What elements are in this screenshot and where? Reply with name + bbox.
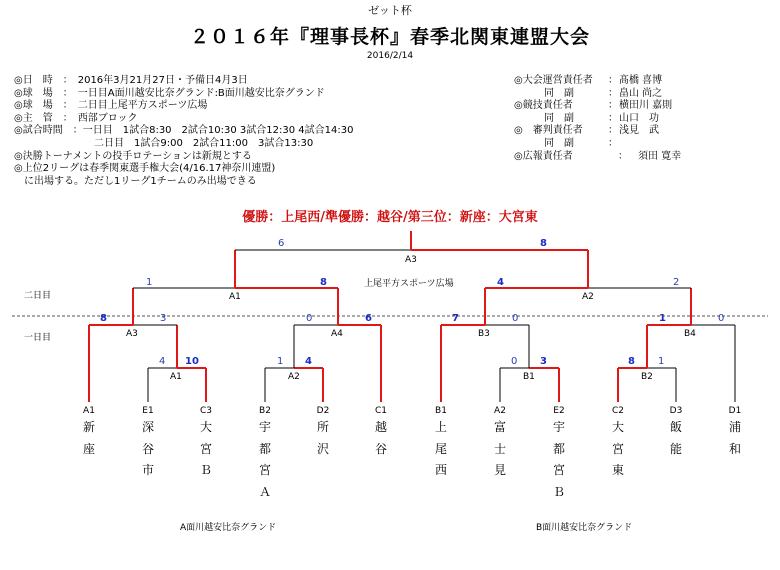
match-label: A1	[170, 372, 182, 382]
team-code: E2	[553, 406, 565, 416]
team-slot	[133, 406, 163, 482]
team-name-char: 浦	[728, 420, 741, 434]
staff-row: ◎競技責任者 ： 横田川 嘉則	[514, 100, 673, 112]
team-slot	[485, 406, 515, 482]
team-slot	[544, 406, 574, 503]
team-name-char: 能	[669, 441, 682, 456]
team-name-char: Ｂ	[199, 463, 212, 477]
info-line: ◎決勝トーナメントの投手ロテーションは新規とする	[14, 150, 252, 162]
score: 6	[365, 313, 372, 324]
team-slot	[661, 406, 691, 460]
staff-row: ◎大会運営責任者 ： 髙橋 喜博	[514, 75, 663, 86]
team-name-char: 西	[434, 463, 447, 477]
match-label: B4	[684, 329, 696, 339]
score: 1	[146, 277, 153, 288]
team-name-char: 宇	[552, 420, 565, 434]
team-name-char: 都	[258, 441, 271, 456]
score: 8	[100, 313, 107, 324]
venue-day2: 上尾平方スポーツ広場	[364, 279, 454, 289]
team-code: A2	[494, 406, 506, 416]
team-name-char: 宮	[552, 463, 565, 477]
final-result: 優勝：上尾西/準優勝：越谷/第三位：新座：大宮東	[242, 210, 538, 225]
match-label: A2	[288, 372, 300, 382]
tournament-title: ２０１６年『理事長杯』春季北関東連盟大会	[189, 26, 590, 48]
team-name-char: 深	[141, 420, 154, 434]
score: 1	[277, 356, 284, 367]
score: 1	[658, 356, 665, 367]
sponsor-cup: ゼット杯	[368, 4, 412, 17]
score: 8	[320, 277, 327, 288]
staff-row: 同 副 ： 山口 功	[514, 112, 659, 124]
team-name-char: 飯	[669, 420, 682, 434]
team-name-char: 宮	[199, 441, 212, 456]
info-line: ◎日 時 ： 2016年3月21月27日・予備日4月3日	[14, 75, 248, 86]
team-name-char: 東	[611, 463, 624, 477]
team-code: D2	[316, 406, 330, 416]
team-name-char: 上	[434, 420, 447, 434]
team-name-char: 市	[141, 463, 154, 477]
team-name-char: 沢	[316, 441, 329, 456]
match-label: A3	[405, 255, 417, 265]
staff-row: ◎広報責任者 ： 須田 寛幸	[514, 150, 682, 162]
score: 7	[452, 313, 459, 324]
team-name-char: 谷	[141, 441, 154, 456]
score: 3	[540, 356, 547, 367]
score: 0	[306, 313, 313, 324]
day1-label: 一日目	[24, 333, 52, 343]
team-name-char: 士	[493, 441, 506, 456]
info-line: ◎主 管 ： 西部ブロック	[14, 112, 138, 124]
team-name-char: 谷	[374, 441, 387, 456]
staff-row: 同 副 ： 畠山 尚之	[514, 87, 663, 99]
match-label: B3	[478, 329, 490, 339]
info-line: ◎球 場 ： 二日目上尾平方スポーツ広場	[14, 100, 208, 112]
info-line: ◎上位2リーグは春季関東選手権大会(4/16.17神奈川連盟)	[14, 163, 276, 175]
team-name-char: 大	[611, 420, 624, 434]
ground-b-label: B面川越安比奈グランド	[536, 523, 633, 533]
team-slot	[366, 406, 396, 460]
score: 1	[659, 313, 666, 324]
match-label: A1	[229, 292, 241, 302]
info-line: ◎球 場 ： 一日目A面川越安比奈グランド:B面川越安比奈グランド	[14, 87, 325, 99]
team-name-char: 尾	[434, 441, 447, 456]
team-name-char: 見	[493, 463, 506, 477]
document-date: 2016/2/14	[366, 51, 414, 61]
team-code: C2	[611, 406, 624, 416]
info-line: ◎試合時間 ：一日目 1試合8:30 2試合10:30 3試合12:30 4試合14:30	[14, 125, 354, 137]
team-name-char: Ｂ	[552, 484, 565, 499]
match-label: B1	[523, 372, 535, 382]
team-code: E1	[142, 406, 154, 416]
score: 0	[511, 356, 518, 367]
score: 4	[497, 277, 504, 288]
score: 8	[540, 238, 547, 249]
team-slot	[250, 406, 280, 503]
score: 4	[305, 356, 312, 367]
score: 6	[278, 238, 285, 249]
staff-row: ◎ 審判責任者 ： 浅見 武	[514, 125, 659, 137]
team-name-char: 宮	[611, 441, 624, 456]
team-slot	[426, 406, 456, 482]
team-code: C1	[374, 406, 387, 416]
ground-a-label: A面川越安比奈グランド	[180, 523, 277, 533]
team-name-char: 宇	[258, 420, 271, 434]
team-code: B2	[259, 406, 271, 416]
team-name-char: 大	[199, 420, 212, 434]
team-name-char: 和	[728, 441, 741, 456]
score: 2	[673, 277, 680, 288]
info-line: 二日目 1試合9:00 2試合11:00 3試合13:30	[14, 137, 314, 149]
score: 8	[628, 356, 635, 367]
team-name-char: 越	[374, 420, 387, 434]
team-slot	[74, 406, 104, 460]
team-slot	[720, 406, 750, 460]
score: 3	[160, 313, 167, 324]
score: 0	[718, 313, 725, 324]
team-slot	[191, 406, 221, 482]
match-label: A2	[582, 292, 594, 302]
score: 10	[185, 356, 199, 367]
team-code: A1	[83, 406, 95, 416]
team-code: C3	[199, 406, 212, 416]
info-line: に出場する。ただし1リーグ1チームのみ出場できる	[14, 175, 257, 187]
team-name-char: 座	[82, 441, 95, 456]
match-label: A4	[331, 329, 343, 339]
staff-row: 同 副 ：	[514, 137, 618, 149]
team-code: D1	[728, 406, 742, 416]
team-name-char: 新	[82, 420, 95, 434]
score: 4	[159, 356, 166, 367]
score: 0	[512, 313, 519, 324]
day2-label: 二日目	[24, 291, 52, 301]
team-name-char: 富	[493, 420, 506, 434]
team-name-char: 宮	[258, 463, 271, 477]
team-name-char: 所	[316, 420, 329, 434]
match-label: B2	[641, 372, 653, 382]
team-slot	[308, 406, 338, 460]
team-name-char: 都	[552, 441, 565, 456]
team-slot	[603, 406, 633, 482]
match-label: A3	[126, 329, 138, 339]
team-name-char: Ａ	[258, 484, 271, 499]
team-code: D3	[669, 406, 683, 416]
team-code: B1	[435, 406, 447, 416]
